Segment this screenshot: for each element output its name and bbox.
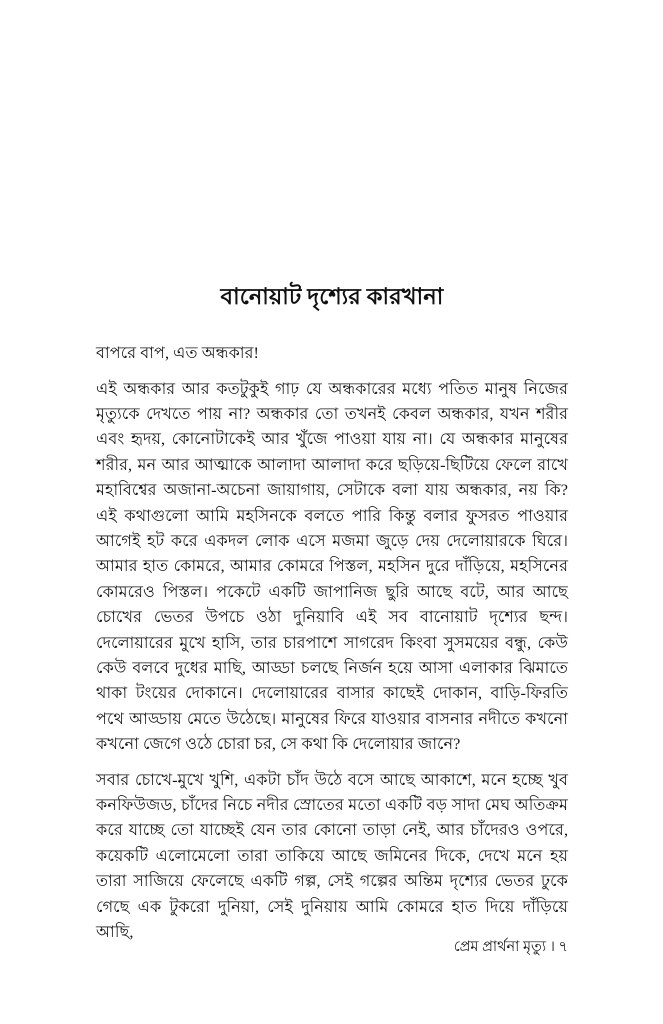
chapter-title: বানোয়াট দৃশ্যের কারখানা	[220, 284, 444, 309]
footer-running-title-and-page-number: প্রেম প্রার্থনা মৃত্যু । ৭	[453, 939, 568, 955]
body-paragraph-2: এই অন্ধকার আর কতটুকুই গাঢ় যে অন্ধকারের মধ্যে পতিত মানুষ নিজের মৃত্যুকে দেখতে পায় না? অন্ধকার তো তখনই কেবল অন্ধকার, যখন শরীর এবং হৃদয়, কোনোটাকেই আর খুঁজে পাওয়া যায় না। যে অন্ধকার মানুষের শরীর, মন আর আত্মাকে আলাদা আলাদা করে ছড়িয়ে-ছিটিয়ে ফেলে রাখে মহাবিশ্বের অজানা-অচেনা জায়াগায়, সেটাকে বলা যায় অন্ধকার, নয় কি? এই কথাগুলো আমি মহসিনকে বলতে পারি কিন্তু বলার ফুসরত পাওয়ার আগেই হট করে একদল লোক এসে মজমা জুড়ে দেয় দেলোয়ারকে ঘিরে। আমার হাত কোমরে, আমার কোমরে পিস্তল, মহসিন দুরে দাঁড়িয়ে, মহসিনের কোমরেও পিস্তল। পকেটে একটি জাপানিজ ছুরি আছে বটে, আর আছে চোখের ভেতর উপচে ওঠা দুনিয়াবি এই সব বানোয়াট দৃশ্যের ছন্দ। দেলোয়ারের মুখে হাসি, তার চারপাশে সাগরেদ কিংবা সুসময়ের বন্ধু, কেউ কেউ বলবে দুধের মাছি, আড্ডা চলছে নির্জন হয়ে আসা এলাকার ঝিমাতে থাকা টংয়ের দোকানে। দেলোয়ারের বাসার কাছেই দোকান, বাড়ি-ফিরতি পথে আড্ডায় মেতে উঠেছে। মানুষের ফিরে যাওয়ার বাসনার নদীতে কখনো কখনো জেগে ওঠে চোরা চর, সে কথা কি দেলোয়ার জানে?	[96, 379, 568, 754]
page-footer	[96, 936, 568, 958]
body-paragraph-3: সবার চোখে-মুখে খুশি, একটা চাঁদ উঠে বসে আছে আকাশে, মনে হচ্ছে খুব কনফিউজড, চাঁদের নিচে নদীর স্রোতের মতো একটি বড় সাদা মেঘ অতিক্রম করে যাচ্ছে তো যাচ্ছেই যেন তার কোনো তাড়া নেই, আর চাঁদেরও ওপরে, কয়েকটি এলোমেলো তারা তাকিয়ে আছে জমিনের দিকে, দেখে মনে হয় তারা সাজিয়ে ফেলেছে একটি গল্প, সেই গল্পের অন্তিম দৃশ্যের ভেতর ঢুকে গেছে এক টুকরো দুনিয়া, সেই দুনিয়ায় আমি কোমরে হাত দিয়ে দাঁড়িয়ে আছি,	[96, 770, 568, 942]
body-paragraph-1: বাপরে বাপ, এত অন্ধকার!	[96, 344, 259, 363]
page-content-block	[96, 283, 568, 945]
